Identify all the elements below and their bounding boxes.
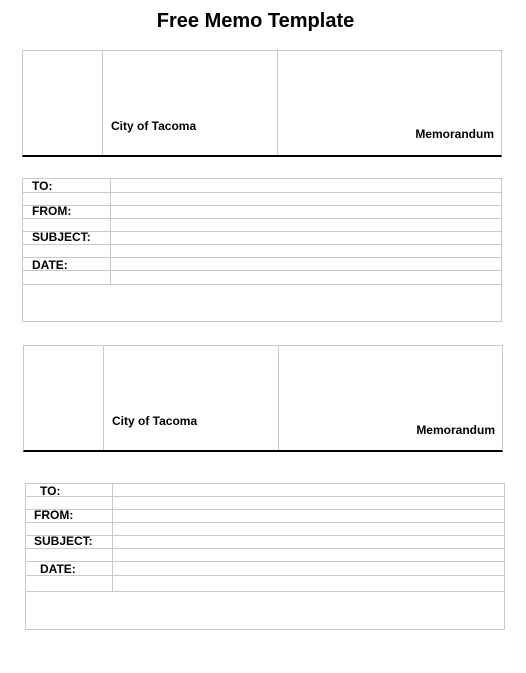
subject-label: SUBJECT:: [34, 534, 93, 548]
header-divider: [103, 346, 104, 450]
to-label: TO:: [40, 484, 61, 498]
document-type-label: Memorandum: [416, 423, 495, 437]
memo-fields-2: [25, 483, 505, 630]
field-row-line: [23, 284, 501, 285]
field-row-line: [23, 192, 501, 193]
field-row-line: [23, 270, 501, 271]
field-row-line: [23, 244, 501, 245]
field-row-line: [26, 575, 504, 576]
document-type-label: Memorandum: [415, 127, 494, 141]
organization-name: City of Tacoma: [111, 119, 197, 133]
page-title: Free Memo Template: [156, 10, 355, 32]
memo-fields-1: [22, 178, 502, 322]
field-row-line: [26, 509, 504, 510]
memo-header-2: [23, 345, 503, 452]
field-row-line: [23, 205, 501, 206]
header-divider: [277, 51, 278, 155]
field-row-line: [26, 561, 504, 562]
subject-label: SUBJECT:: [32, 230, 91, 244]
from-label: FROM:: [34, 508, 74, 522]
memo-header-1: [22, 50, 502, 157]
field-row-line: [23, 257, 501, 258]
date-label: DATE:: [32, 258, 68, 272]
from-label: FROM:: [32, 204, 72, 218]
organization-name: City of Tacoma: [112, 414, 198, 428]
header-divider: [278, 346, 279, 450]
field-row-line: [26, 548, 504, 549]
field-row-line: [26, 522, 504, 523]
date-label: DATE:: [40, 562, 76, 576]
field-row-line: [26, 591, 504, 592]
to-label: TO:: [32, 179, 53, 193]
field-row-line: [26, 535, 504, 536]
field-row-line: [23, 231, 501, 232]
field-row-line: [26, 496, 504, 497]
header-divider: [102, 51, 103, 155]
field-row-line: [23, 218, 501, 219]
